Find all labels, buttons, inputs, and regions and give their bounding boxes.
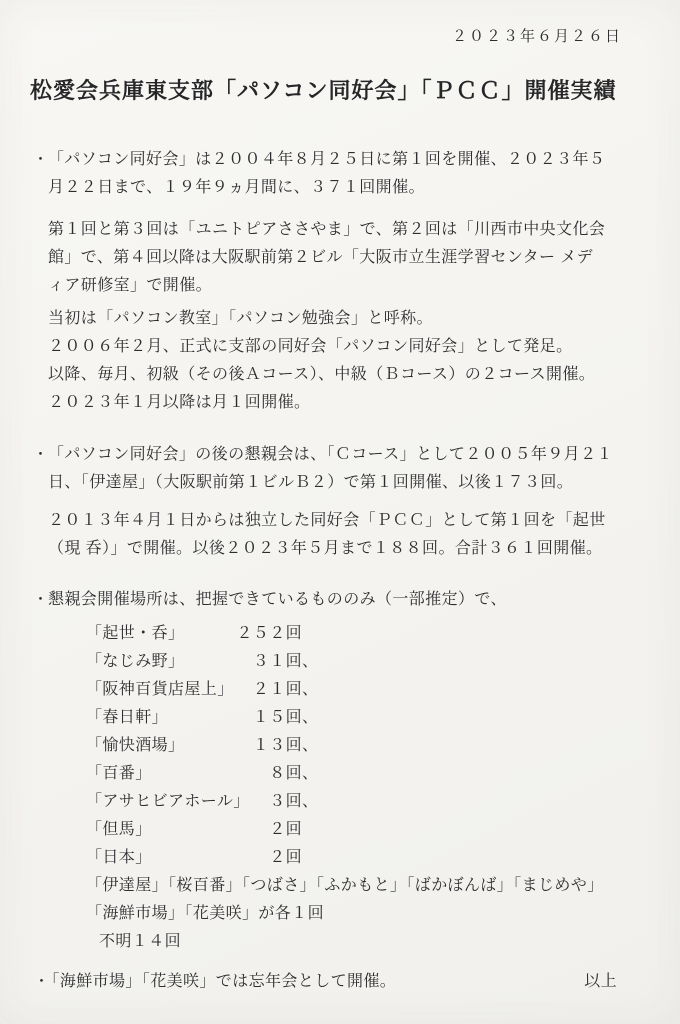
venue-name: 「アサヒビアホール」: [86, 793, 250, 810]
paragraph-club-founding: [33, 146, 606, 202]
venue-row: [86, 816, 604, 844]
closing-mark: 以上: [584, 973, 617, 990]
text-line: 以降、毎月、初級（その後Ａコース）、中級（Ｂコース）の２コース開催。: [48, 366, 596, 383]
paragraph-venue-list-intro: [33, 586, 507, 614]
venue-name: 「但馬」: [86, 821, 152, 838]
paragraph-venues-history: [48, 216, 605, 300]
document-date: ２０２３年６月２６日: [451, 28, 622, 45]
venue-name: 「愉快酒場」: [86, 737, 185, 754]
venue-row: [86, 704, 604, 732]
text-line: 日、「伊達屋」（大阪駅前第１ビルＢ２）で第１回開催、以後１７３回。: [48, 474, 574, 491]
text-line: ２０１３年４月１日からは独立した同好会「ＰＣＣ」として第１回を「起世: [48, 512, 606, 529]
bullet-marker: ・: [33, 151, 49, 168]
text-line: （現 呑）」で開催。以後２０２３年５月まで１８８回。合計３６１回開催。: [48, 540, 603, 557]
venue-entry: [86, 648, 302, 676]
venue-entry: [86, 732, 302, 760]
venue-entry: [86, 620, 302, 648]
paragraph-naming-history: [48, 305, 595, 417]
venue-count: ３回: [269, 793, 302, 810]
bullet-marker: ・: [33, 591, 49, 608]
paragraph-konshinkai: [33, 441, 613, 497]
venue-row: [86, 760, 604, 788]
text-line: ィア研修室」で開催。: [48, 277, 213, 294]
venue-name: 「百番」: [86, 765, 152, 782]
venue-comma: 、: [302, 709, 319, 726]
venue-name: 「春日軒」: [86, 709, 169, 726]
venue-count: ２回: [269, 849, 302, 866]
footer-line: [34, 968, 617, 996]
venue-entry: [86, 704, 302, 732]
venue-comma: 、: [302, 737, 319, 754]
venue-name: 「なじみ野」: [86, 653, 185, 670]
venue-unknown-line: 不明１４回: [99, 933, 182, 950]
text-line: 「パソコン同好会」は２００４年８月２５日に第１回を開催、２０２３年５: [48, 151, 606, 168]
venue-count: ２回: [269, 821, 302, 838]
venue-entry: [86, 676, 302, 704]
venue-comma: 、: [302, 681, 319, 698]
text-line: 第１回と第３回は「ユニトピアささやま」で、第２回は「川西市中央文化会: [48, 221, 606, 238]
venue-row: [86, 648, 604, 676]
bullet-marker: ・: [33, 446, 49, 463]
text-line: ２００６年２月、正式に支部の同好会「パソコン同好会」として発足。: [48, 338, 573, 355]
venue-count: ２５２回: [236, 625, 302, 642]
text-line: 当初は「パソコン教室」「パソコン勉強会」と呼称。: [48, 310, 433, 327]
venue-comma: 、: [302, 653, 319, 670]
bullet-marker: ・: [34, 973, 50, 990]
venue-row: [86, 844, 604, 872]
venue-entry: [86, 816, 302, 844]
venue-name: 「起世・呑」: [86, 625, 185, 642]
venue-extra-line: 「海鮮市場」「花美咲」が各１回: [86, 905, 325, 922]
venue-entry: [86, 760, 302, 788]
venue-name: 「阪神百貨店屋上」: [86, 681, 234, 698]
venue-count: １５回: [252, 709, 302, 726]
venue-count: ３１回: [252, 653, 302, 670]
venue-count: ２１回: [252, 681, 302, 698]
footer-text: 「海鮮市場」「花美咲」では忘年会として開催。: [51, 973, 397, 990]
venue-count: １３回: [252, 737, 302, 754]
page-title: 松愛会兵庫東支部「パソコン同好会」「ＰＣＣ」開催実績: [30, 78, 617, 103]
venue-row: [86, 676, 604, 704]
venue-count-list: [86, 620, 604, 956]
text-line: 館」で、第４回以降は大阪駅前第２ビル「大阪市立生涯学習センター メデ: [48, 249, 594, 266]
footer-text-group: [34, 968, 396, 996]
venue-comma: 、: [302, 793, 319, 810]
venue-count: ８回: [269, 765, 302, 782]
venue-name: 「日本」: [86, 849, 152, 866]
venue-row: [86, 732, 604, 760]
text-line: 懇親会開催場所は、把握できているもののみ（一部推定）で、: [48, 591, 507, 608]
paragraph-pcc-independent: [48, 507, 606, 563]
text-line: 月２２日まで、１９年９ヵ月間に、３７１回開催。: [48, 179, 425, 196]
text-line: ２０２３年１月以降は月１回開催。: [48, 394, 311, 411]
venue-comma: 、: [302, 765, 319, 782]
venue-entry: [86, 844, 302, 872]
venue-entry: [86, 788, 302, 816]
venue-extra-line: 「伊達屋」「桜百番」「つばさ」「ふかもと」「ばかぼんば」「まじめや」: [86, 877, 604, 894]
text-line: 「パソコン同好会」の後の懇親会は、「Ｃコース」として２００５年９月２１: [48, 446, 613, 463]
venue-row: [86, 788, 604, 816]
venue-row: [86, 620, 604, 648]
